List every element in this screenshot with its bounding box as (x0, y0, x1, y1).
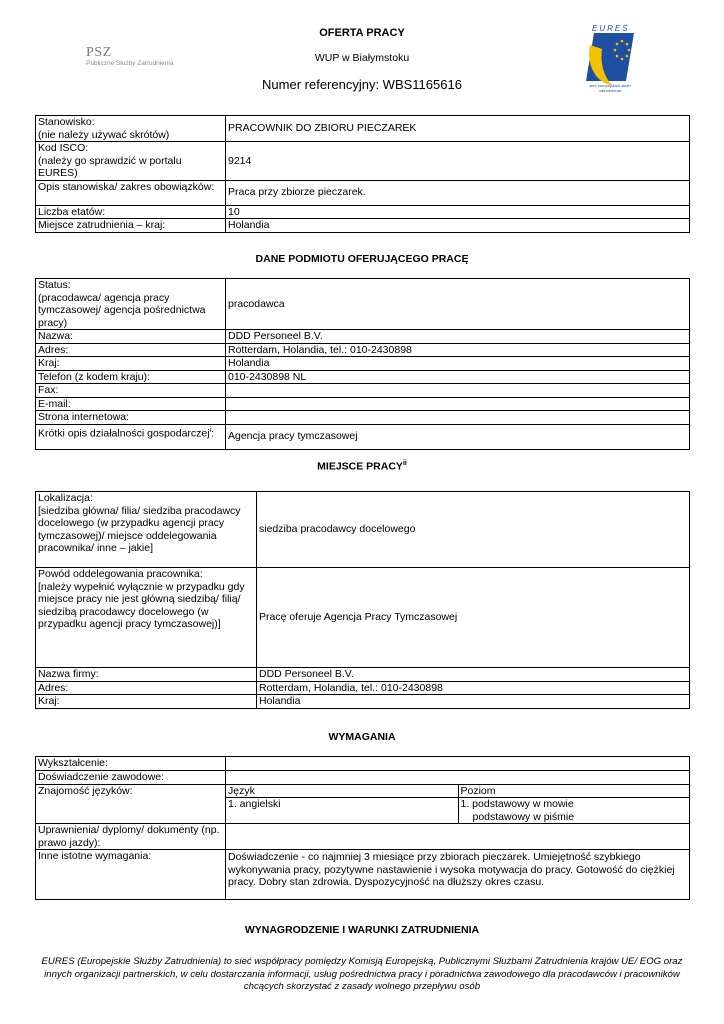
eures-logo-tagline: sieć europejskich służb zatrudnienia (589, 83, 631, 93)
other-requirements-label: Inne istotne wymagania: (36, 850, 226, 900)
education-value (226, 757, 690, 771)
company-name-value: DDD Personeel B.V. (257, 668, 690, 682)
business-description-value: Agencja pracy tymczasowej (226, 424, 690, 449)
salary-section-title: WYNAGRODZENIE I WARUNKI ZATRUDNIENIA (244, 924, 480, 936)
business-description-label-end: : (211, 427, 215, 439)
country-value: Holandia (226, 219, 690, 233)
status-value: pracodawca (226, 279, 690, 330)
employer-address-label: Adres: (36, 343, 226, 357)
table-row (36, 205, 690, 219)
table-row (36, 668, 690, 682)
status-label: Status: (pracodawca/ agencja pracy tymczasowej/ agencja pośrednictwa pracy) (36, 279, 226, 330)
country-label: Miejsce zatrudnienia – kraj: (36, 219, 226, 233)
company-address-label: Adres: (36, 681, 257, 695)
phone-value: 010-2430898 NL (226, 370, 690, 384)
table-row (36, 771, 690, 785)
level-value (458, 798, 690, 824)
isco-label: Kod ISCO: (należy go sprawdzić w portalu EURES) (36, 142, 226, 181)
table-row (36, 330, 690, 344)
permits-value (226, 824, 690, 850)
company-name-label: Nazwa firmy: (36, 668, 257, 682)
languages-table (226, 785, 690, 824)
location-value: siedziba pracodawcy docelowego (257, 492, 690, 568)
footer-note: EURES (Europejskie Służby Zatrudnienia) to sieć współpracy pomiędzy Komisją Europejską, Publicznymi Służbami Zatrudnienia krajów UE/ EOG oraz innych organizacji partnerskich, w celu dostarczania informacji, usług pośrednictwa pracy i poradnictwa zawodowego dla pracodawców i pracowników chcących skorzystać z zasady wolnego przepływu osób (41, 956, 683, 992)
languages-label: Znajomość języków: (36, 784, 226, 824)
languages-row (226, 798, 690, 824)
company-country-value: Holandia (257, 695, 690, 709)
position-table (35, 115, 690, 233)
requirements-table (35, 756, 690, 900)
business-description-label (36, 424, 226, 449)
permits-label: Uprawnienia/ dyplomy/ dokumenty (np. prawo jazdy): (36, 824, 226, 850)
table-row (36, 784, 690, 824)
table-row (36, 343, 690, 357)
employer-section-title: DANE PODMIOTU OFERUJĄCEGO PRACĘ (255, 253, 469, 265)
document-title: OFERTA PRACY (319, 27, 405, 39)
level-writing: podstawowy w piśmie (472, 810, 575, 823)
eures-logo (582, 25, 638, 93)
table-row (36, 424, 690, 449)
reference-number: Numer referencyjny: WBS1165616 (262, 77, 462, 92)
other-requirements-value: Doświadczenie - co najmniej 3 miesiące przy zbiorach pieczarek. Umiejętność szybkiego wykonywania pracy, pozytywne nastawienie i wysoka motywacja do pracy. Gotowość do ciężkiej pracy. Dobry stan zdrowia. Dyspozycyjność na dłuższy okres czasu. (226, 850, 690, 900)
phone-label: Telefon (z kodem kraju): (36, 370, 226, 384)
table-row (36, 357, 690, 371)
workplace-section-title (0, 460, 724, 473)
website-value (226, 411, 690, 425)
employer-address-value: Rotterdam, Holandia, tel.: 010-2430898 (226, 343, 690, 357)
isco-value: 9214 (226, 142, 690, 181)
requirements-section-title: WYMAGANIA (328, 731, 396, 743)
employer-name-label: Nazwa: (36, 330, 226, 344)
education-label: Wykształcenie: (36, 757, 226, 771)
level-speaking: 1. podstawowy w mowie (460, 798, 574, 810)
languages-header-row (226, 785, 690, 798)
languages-cell (226, 784, 690, 824)
experience-value (226, 771, 690, 785)
employer-country-value: Holandia (226, 357, 690, 371)
fax-value (226, 384, 690, 398)
email-value (226, 397, 690, 411)
footnote-marker: ii (402, 460, 407, 467)
table-row (36, 492, 690, 568)
table-row (36, 695, 690, 709)
table-row (36, 681, 690, 695)
psz-logo-subtitle: Publiczne Służby Zatrudnienia (86, 60, 174, 67)
footnote-marker: i (209, 426, 212, 434)
table-row (36, 116, 690, 142)
table-row (36, 411, 690, 425)
vacancies-label: Liczba etatów: (36, 205, 226, 219)
employer-country-label: Kraj: (36, 357, 226, 371)
employer-name-value: DDD Personeel B.V. (226, 330, 690, 344)
table-row (36, 850, 690, 900)
job-description-label: Opis stanowiska/ zakres obowiązków: (36, 180, 226, 205)
workplace-title-text: MIEJSCE PRACY (317, 460, 403, 473)
table-row (36, 397, 690, 411)
psz-logo (86, 46, 186, 70)
delegation-reason-label: Powód oddelegowania pracownika: [należy wypełnić wyłącznie w przypadku gdy miejsce pracy nie jest główną siedzibą/ filią/ siedzibą pracodawcy docelowego (w przypadku agencji pracy tymczasowej)] (36, 568, 257, 668)
company-address-value: Rotterdam, Holandia, tel.: 010-2430898 (257, 681, 690, 695)
delegation-reason-value: Pracę oferuje Agencja Pracy Tymczasowej (257, 568, 690, 668)
fax-label: Fax: (36, 384, 226, 398)
table-row (36, 757, 690, 771)
table-row (36, 824, 690, 850)
website-label: Strona internetowa: (36, 411, 226, 425)
table-row (36, 568, 690, 668)
table-row (36, 219, 690, 233)
location-label: Lokalizacja: [siedziba główna/ filia/ siedziba pracodawcy docelowego (w przypadku agencji pracy tymczasowej)/ miejsce oddelegowania pracownika/ inne – jakie] (36, 492, 257, 568)
language-header: Język (226, 785, 458, 798)
office-name: WUP w Białymstoku (314, 52, 410, 64)
eures-logo-text: EURES (592, 24, 630, 33)
psz-logo-text: PSZ (86, 45, 112, 60)
level-header: Poziom (458, 785, 690, 798)
table-row (36, 180, 690, 205)
company-country-label: Kraj: (36, 695, 257, 709)
table-row (36, 370, 690, 384)
job-description-value: Praca przy zbiorze pieczarek. (226, 180, 690, 205)
table-row (36, 142, 690, 181)
position-label: Stanowisko: (nie należy używać skrótów) (36, 116, 226, 142)
workplace-table (35, 491, 690, 709)
table-row (36, 384, 690, 398)
experience-label: Doświadczenie zawodowe: (36, 771, 226, 785)
language-value: 1. angielski (226, 798, 458, 824)
table-row (36, 279, 690, 330)
vacancies-value: 10 (226, 205, 690, 219)
position-value: PRACOWNIK DO ZBIORU PIECZAREK (226, 116, 690, 142)
email-label: E-mail: (36, 397, 226, 411)
business-description-label-text: Krótki opis działalności gospodarczej (38, 427, 210, 439)
employer-table (35, 278, 690, 450)
